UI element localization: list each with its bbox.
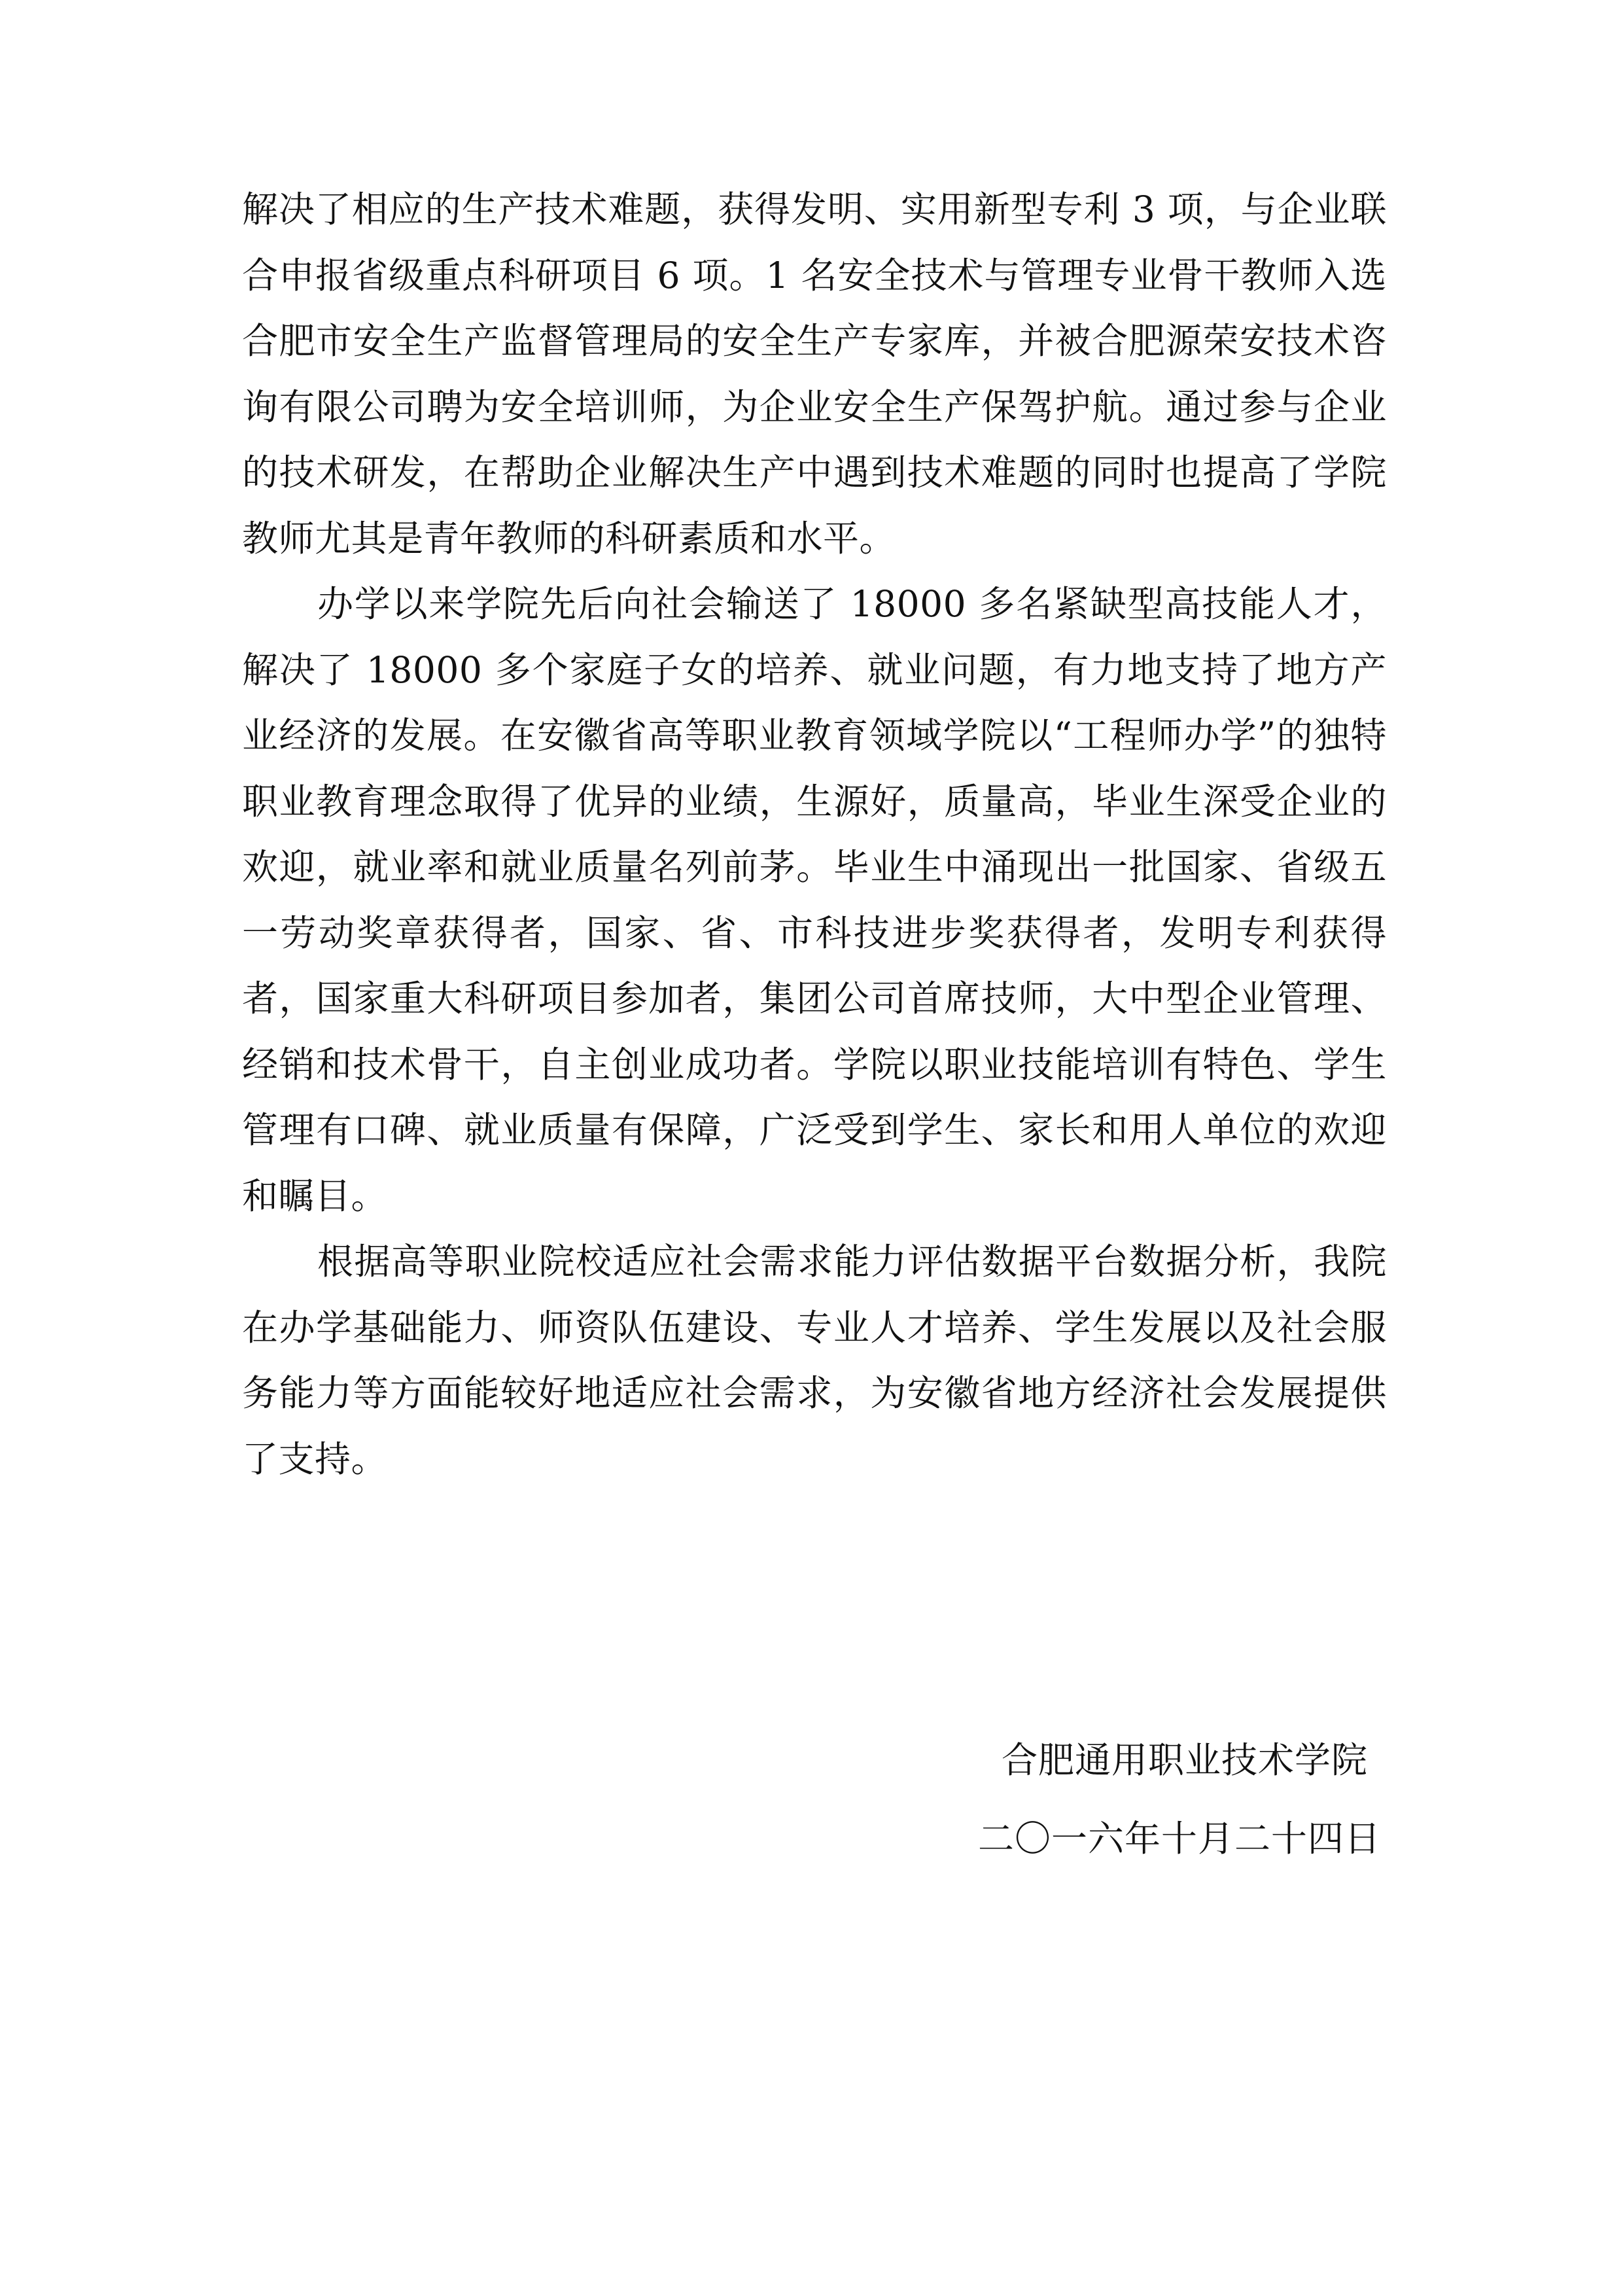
document-body xyxy=(242,177,1387,1492)
signature-organization: 合肥通用职业技术学院 xyxy=(1001,1739,1368,1781)
paragraph-graduates: 办学以来学院先后向社会输送了 18000 多名紧缺型高技能人才，解决了 18000 多个家庭子女的培养、就业问题，有力地支持了地方产业经济的发展。在安徽省高等职业教育领域学院以“工程师办学”的独特职业教育理念取得了优异的业绩，生源好，质量高，毕业生深受企业的欢迎，就业率和就业质量名列前茅。毕业生中涌现出一批国家、省级五一劳动奖章获得者，国家、省、市科技进步奖获得者，发明专利获得者，国家重大科研项目参加者，集团公司首席技师，大中型企业管理、经销和技术骨干，自主创业成功者。学院以职业技能培训有特色、学生管理有口碑、就业质量有保障，广泛受到学生、家长和用人单位的欢迎和瞩目。 xyxy=(242,583,1387,1217)
signature-date: 二〇一六年十月二十四日 xyxy=(977,1818,1381,1860)
paragraph-evaluation: 根据高等职业院校适应社会需求能力评估数据平台数据分析，我院在办学基础能力、师资队伍建设、专业人才培养、学生发展以及社会服务能力等方面能较好地适应社会需求，为安徽省地方经济社会发展提供了支持。 xyxy=(242,1241,1387,1480)
paragraph-continuation: 解决了相应的生产技术难题，获得发明、实用新型专利 3 项，与企业联合申报省级重点科研项目 6 项。1 名安全技术与管理专业骨干教师入选合肥市安全生产监督管理局的安全生产专家库，并被合肥源荣安技术咨询有限公司聘为安全培训师，为企业安全生产保驾护航。通过参与企业的技术研发，在帮助企业解决生产中遇到技术难题的同时也提高了学院教师尤其是青年教师的科研素质和水平。 xyxy=(242,188,1387,559)
signature-block xyxy=(978,1721,1381,1878)
